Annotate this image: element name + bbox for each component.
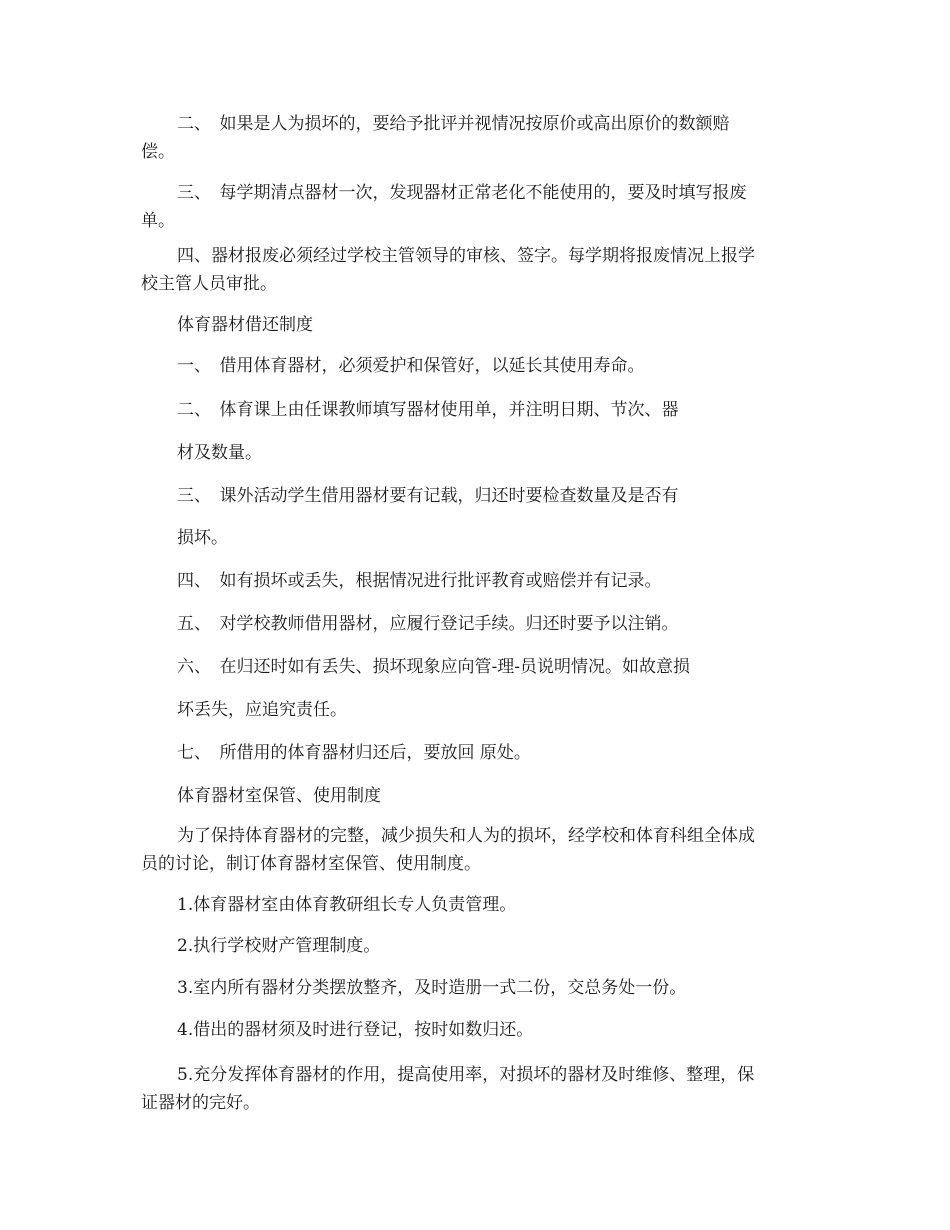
- paragraph-line: 2.执行学校财产管理制度。: [177, 936, 381, 956]
- rule-item: [141, 567, 821, 595]
- paragraph-line: 四、 如有损坏或丢失，根据情况进行批评教育或赔偿并有记录。: [177, 571, 662, 591]
- paragraph-line: 证器材的完好。: [141, 1093, 260, 1113]
- section-heading-storage: [141, 782, 821, 810]
- paragraph-line: 材及数量。: [177, 443, 262, 463]
- numbered-item: [141, 974, 821, 1002]
- paragraph-scrap-approval: [141, 242, 821, 298]
- rule-item-continuation: [141, 696, 821, 724]
- paragraph-line: 二、 如果是人为损坏的，要给予批评并视情况按原价或高出原价的数额赔: [177, 114, 730, 134]
- paragraph-line: 3.室内所有器材分类摆放整齐，及时造册一式二份，交总务处一份。: [177, 978, 687, 998]
- paragraph-line: 一、 借用体育器材，必须爱护和保管好，以延长其使用寿命。: [177, 356, 645, 376]
- paragraph-line: 员的讨论，制订体育器材室保管、使用制度。: [141, 854, 481, 874]
- rule-item: [141, 739, 821, 767]
- numbered-item: [141, 1016, 821, 1044]
- paragraph-line: 三、 每学期清点器材一次，发现器材正常老化不能使用的，要及时填写报废: [177, 183, 747, 203]
- section-heading-borrowing: [141, 311, 821, 339]
- paragraph-line: 坏丢失，应追究责任。: [177, 700, 347, 720]
- paragraph-line: 损坏。: [177, 528, 228, 548]
- rule-item: [141, 482, 821, 510]
- rule-item: [141, 352, 821, 380]
- paragraph-line: 为了保持体育器材的完整，减少损失和人为的损坏，经学校和体育科组全体成: [177, 826, 755, 846]
- paragraph-line: 二、 体育课上由任课教师填写器材使用单，并注明日期、节次、器: [177, 400, 679, 420]
- numbered-item: [141, 891, 821, 919]
- paragraph-line: 七、 所借用的体育器材归还后，要放回 原处。: [177, 743, 531, 763]
- numbered-item: [141, 932, 821, 960]
- paragraph-intro: [141, 822, 821, 878]
- paragraph-semester-inventory: [141, 179, 821, 235]
- paragraph-line: 校主管人员审批。: [141, 274, 277, 294]
- paragraph-line: 单。: [141, 211, 175, 231]
- paragraph-damage-compensation: [141, 110, 821, 166]
- paragraph-line: 偿。: [141, 142, 175, 162]
- numbered-item: [141, 1061, 821, 1117]
- rule-item-continuation: [141, 439, 821, 467]
- paragraph-line: 4.借出的器材须及时进行登记，按时如数归还。: [177, 1020, 534, 1040]
- rule-item-continuation: [141, 524, 821, 552]
- rule-item: [141, 653, 821, 681]
- section-heading: 体育器材室保管、使用制度: [177, 786, 381, 806]
- paragraph-line: 5.充分发挥体育器材的作用，提高使用率，对损坏的器材及时维修、整理，保: [177, 1065, 755, 1085]
- paragraph-line: 三、 课外活动学生借用器材要有记载，归还时要检查数量及是否有: [177, 486, 679, 506]
- paragraph-line: 四、器材报废必须经过学校主管领导的审核、签字。每学期将报废情况上报学: [177, 246, 755, 266]
- rule-item: [141, 396, 821, 424]
- paragraph-line: 六、 在归还时如有丢失、损坏现象应向管-理-员说明情况。如故意损: [177, 657, 690, 677]
- paragraph-line: 1.体育器材室由体育教研组长专人负责管理。: [177, 895, 517, 915]
- rule-item: [141, 610, 821, 638]
- paragraph-line: 五、 对学校教师借用器材，应履行登记手续。归还时要予以注销。: [177, 614, 679, 634]
- section-heading: 体育器材借还制度: [177, 315, 313, 335]
